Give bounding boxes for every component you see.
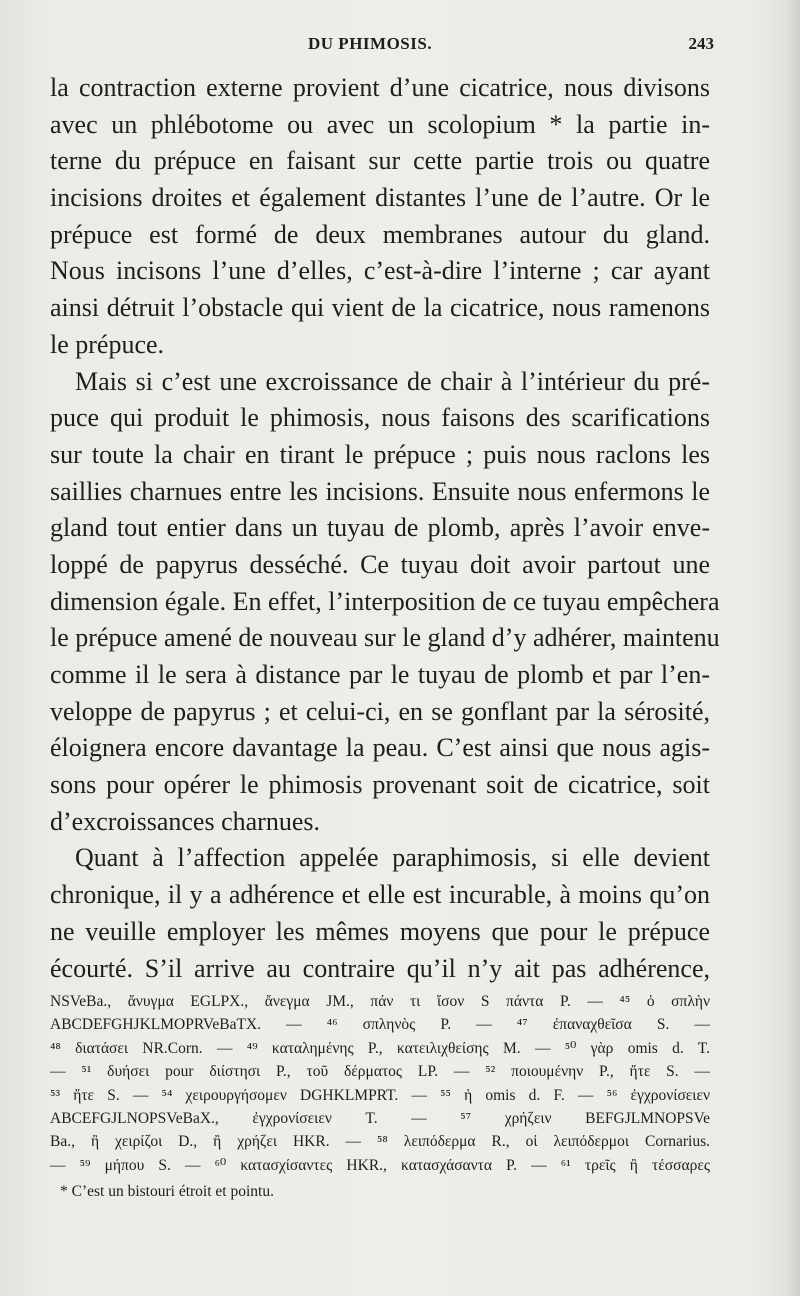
- main-text: [50, 70, 720, 987]
- text-line: incisions droites et également distantes l’une de l’autre. Or le: [50, 183, 710, 213]
- text-line: sur toute la chair en tirant le prépuce ; puis nous raclons les: [50, 439, 710, 469]
- text-line: comme il le sera à distance par le tuyau de plomb et par l’en-: [50, 660, 710, 689]
- text-line: écourté. S’il arrive au contraire qu’il n’y ait pas adhérence,: [50, 953, 710, 983]
- text-line: Mais si c’est une excroissance de chair à l’intérieur du pré-: [75, 366, 710, 396]
- page-header: [50, 30, 714, 60]
- apparatus-line: NSVeBa., ἄνυγμα EGLPX., ἄνεγμα JM., πάν τι ἴσον S πάντα P. — ⁴⁵ ὁ σπλὴν: [50, 993, 710, 1010]
- apparatus-line: — ⁵¹ δυήσει pour διίστησι P., τοῦ δέρματος LP. — ⁵² ποιουμένην P., ἤτε S. —: [50, 1063, 710, 1081]
- footnote: * C’est un bistouri étroit et pointu.: [60, 1183, 274, 1200]
- text-line: loppé de papyrus desséché. Ce tuyau doit avoir partout une: [50, 549, 710, 579]
- text-line: terne du prépuce en faisant sur cette partie trois ou quatre: [50, 146, 710, 176]
- text-line: puce qui produit le phimosis, nous faisons des scarifications: [50, 403, 710, 433]
- text-line: éloignera encore davantage la peau. C’est ainsi que nous agis-: [50, 733, 710, 763]
- text-line: avec un phlébotome ou avec un scolopium * la partie in-: [50, 109, 710, 139]
- text-line: prépuce est formé de deux membranes autour du gland.: [50, 219, 710, 249]
- page-edge-shadow: [786, 0, 800, 1296]
- apparatus-line: — ⁵⁹ μήπου S. — ⁶⁰ κατασχίσαντες HKR., κατασχάσαντα P. — ⁶¹ τρεῖς ἢ τέσσαρες: [50, 1156, 710, 1174]
- apparatus-line: ⁴⁸ διατάσει NR.Corn. — ⁴⁹ καταλημένης P., κατειλιχθείσης M. — ⁵⁰ γὰρ omis d. T.: [50, 1039, 710, 1057]
- text-line: le prépuce amené de nouveau sur le gland d’y adhérer, maintenu: [50, 623, 720, 653]
- text-line: saillies charnues entre les incisions. Ensuite nous enfermons le: [50, 476, 710, 506]
- text-line: d’excroissances charnues.: [50, 806, 320, 836]
- text-line: la contraction externe provient d’une cicatrice, nous divisons: [50, 73, 710, 102]
- critical-apparatus: [50, 990, 710, 1177]
- text-line: veloppe de papyrus ; et celui-ci, en se gonflant par la sérosité,: [50, 696, 710, 726]
- apparatus-line: ⁵³ ἤτε S. — ⁵⁴ χειρουργήσομεν DGHKLMPRT. — ⁵⁵ ἡ omis d. F. — ⁵⁶ ἐγχρονίσειεν: [50, 1086, 710, 1104]
- text-line: le prépuce.: [50, 329, 165, 359]
- text-line: Nous incisons l’une d’elles, c’est-à-dire l’interne ; car ayant: [50, 256, 710, 286]
- apparatus-line: Ba., ἢ χειρίζοι D., ἢ χρήζει HKR. — ⁵⁸ λειπόδερμα R., οἱ λειπόδερμοι Cornarius.: [50, 1133, 710, 1151]
- text-line: gland tout entier dans un tuyau de plomb, après l’avoir enve-: [50, 513, 710, 543]
- text-line: ne veuille employer les mêmes moyens que pour le prépuce: [50, 916, 710, 946]
- apparatus-line: ABCDEFGHJKLMOPRVeBaTX. — ⁴⁶ σπληνὸς P. — ⁴⁷ ἐπαναχθεῖσα S. —: [50, 1016, 710, 1034]
- apparatus-line: ABCEFGJLNOPSVeBaX., ἐγχρονίσειεν T. — ⁵⁷ χρήζειν BEFGJLMNOPSVe: [50, 1109, 710, 1127]
- text-line: ainsi détruit l’obstacle qui vient de la cicatrice, nous ramenons: [50, 293, 710, 323]
- text-line: sons pour opérer le phimosis provenant soit de cicatrice, soit: [50, 770, 710, 800]
- text-line: dimension égale. En effet, l’interposition de ce tuyau empêchera: [50, 586, 720, 616]
- page-number: 243: [688, 34, 714, 53]
- running-head: DU PHIMOSIS.: [308, 34, 433, 53]
- text-line: chronique, il y a adhérence et elle est incurable, à moins qu’on: [50, 880, 710, 910]
- text-line: Quant à l’affection appelée paraphimosis, si elle devient: [75, 843, 710, 873]
